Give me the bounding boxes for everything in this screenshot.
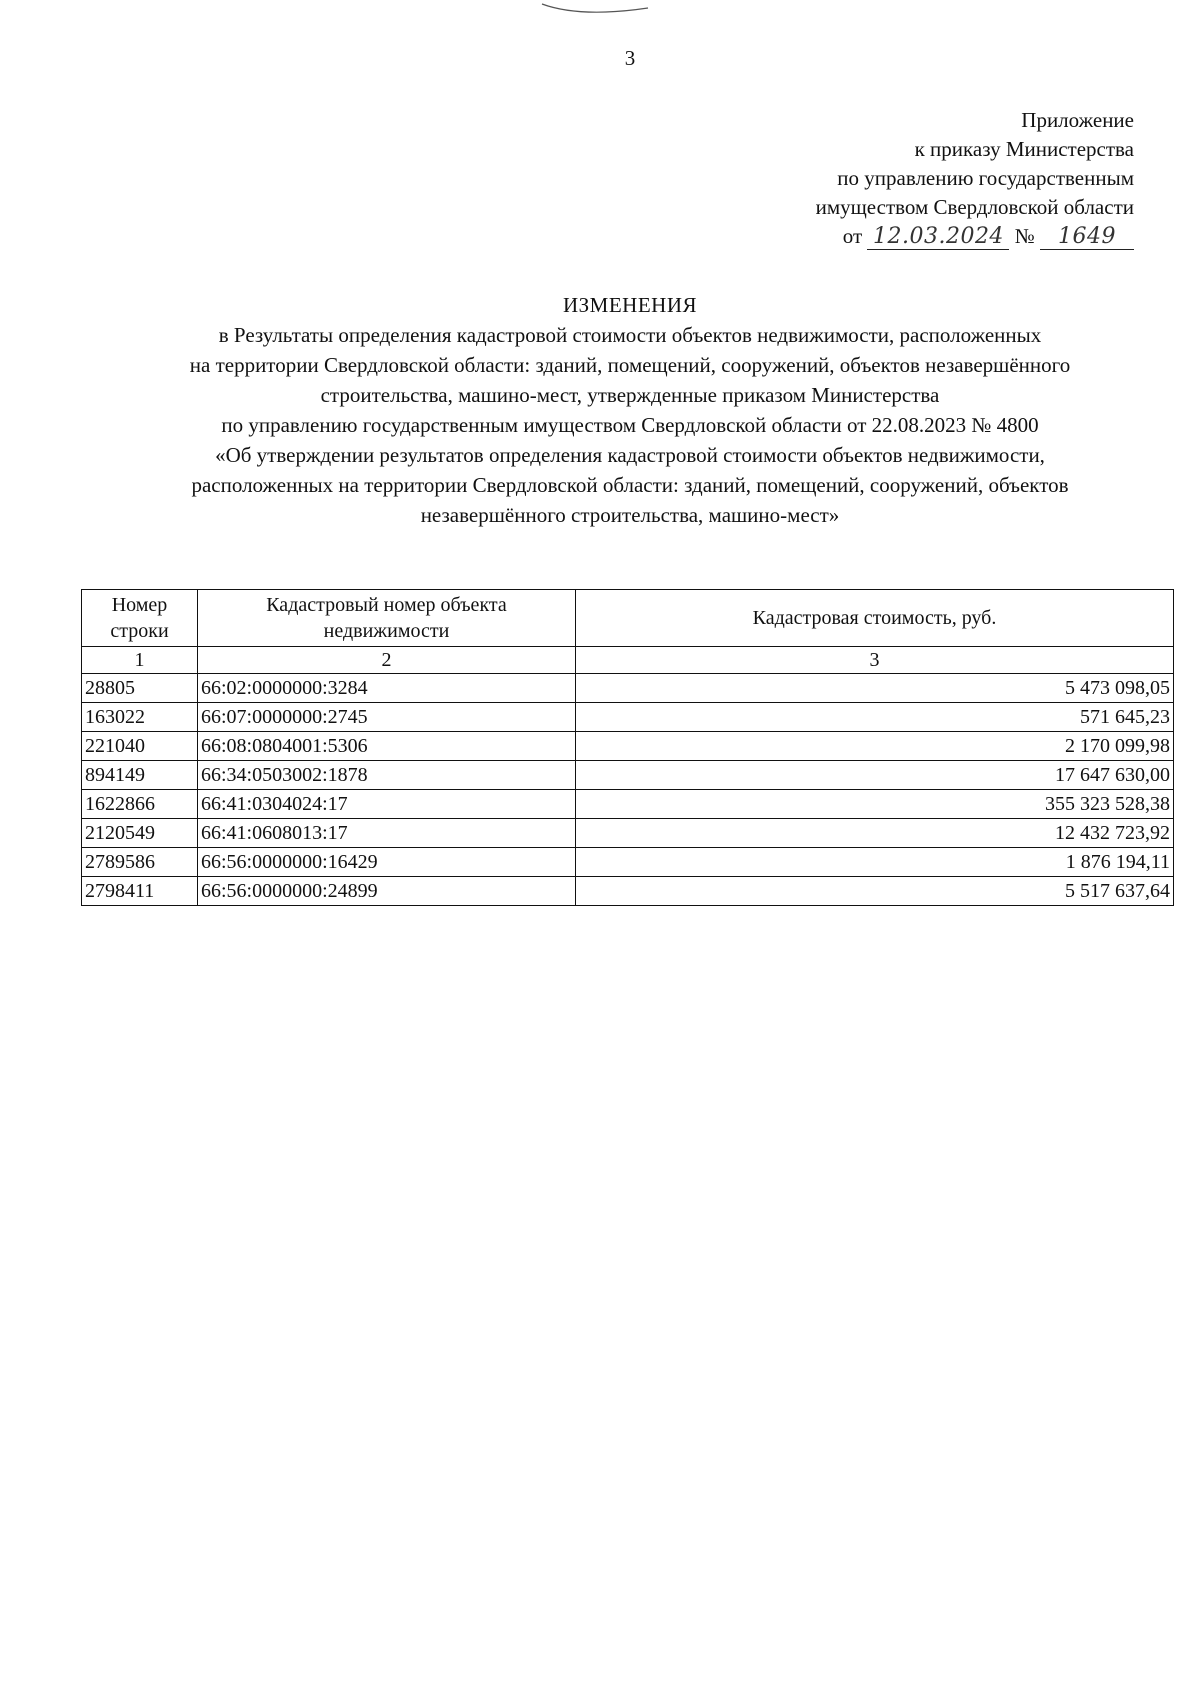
cell-cadastral-value: 12 432 723,92 (576, 819, 1174, 848)
heading-line: в Результаты определения кадастровой стоимости объектов недвижимости, расположенных (218, 323, 1042, 347)
table-column-numbers-row (82, 647, 1174, 674)
cell-line-number: 221040 (82, 732, 198, 761)
cell-line-number: 2789586 (82, 848, 198, 877)
cell-cadastral-value: 17 647 630,00 (576, 761, 1174, 790)
table-header-row (82, 590, 1174, 647)
appendix-block (614, 106, 1134, 251)
document-heading (100, 290, 1160, 530)
cell-cadastral-number: 66:34:0503002:1878 (198, 761, 576, 790)
header-line-number: Номер строки (82, 590, 198, 647)
cell-cadastral-value: 1 876 194,11 (576, 848, 1174, 877)
column-number: 3 (576, 647, 1174, 674)
cell-line-number: 28805 (82, 674, 198, 703)
table-row (82, 761, 1174, 790)
heading-line: на территории Свердловской области: зданий, помещений, сооружений, объектов незавершённого (189, 353, 1071, 377)
header-cadastral-value: Кадастровая стоимость, руб. (576, 590, 1174, 647)
appendix-line: имуществом Свердловской области (815, 195, 1134, 219)
heading-line: расположенных на территории Свердловской области: зданий, помещений, сооружений, объектов (191, 473, 1069, 497)
cell-cadastral-number: 66:08:0804001:5306 (198, 732, 576, 761)
scan-artifact-mark (540, 0, 650, 18)
appendix-line: по управлению государственным (837, 166, 1134, 190)
cell-line-number: 2120549 (82, 819, 198, 848)
cell-line-number: 163022 (82, 703, 198, 732)
cell-cadastral-value: 571 645,23 (576, 703, 1174, 732)
heading-line: незавершённого строительства, машино-мест» (420, 503, 840, 527)
table-row (82, 877, 1174, 906)
cell-cadastral-number: 66:41:0304024:17 (198, 790, 576, 819)
cadastral-value-table (81, 589, 1174, 906)
cell-line-number: 1622866 (82, 790, 198, 819)
appendix-line: к приказу Министерства (914, 137, 1134, 161)
table-row (82, 674, 1174, 703)
heading-line: строительства, машино-мест, утвержденные приказом Министерства (320, 383, 940, 407)
document-title: ИЗМЕНЕНИЯ (562, 293, 698, 317)
cell-cadastral-number: 66:41:0608013:17 (198, 819, 576, 848)
handwritten-number: 1649 (1040, 225, 1134, 250)
header-cadastral-number: Кадастровый номер объекта недвижимости (198, 590, 576, 647)
cell-line-number: 894149 (82, 761, 198, 790)
cell-cadastral-value: 355 323 528,38 (576, 790, 1174, 819)
heading-line: «Об утверждении результатов определения кадастровой стоимости объектов недвижимости, (215, 443, 1045, 467)
cell-cadastral-value: 5 517 637,64 (576, 877, 1174, 906)
heading-line: по управлению государственным имуществом Свердловской области от 22.08.2023 № 4800 (221, 413, 1039, 437)
cell-cadastral-number: 66:02:0000000:3284 (198, 674, 576, 703)
table-row (82, 848, 1174, 877)
table-row (82, 819, 1174, 848)
cell-cadastral-value: 2 170 099,98 (576, 732, 1174, 761)
date-prefix: от (842, 224, 863, 248)
handwritten-date: 12.03.2024 (867, 225, 1009, 250)
appendix-date-line (614, 222, 1134, 251)
appendix-line: Приложение (1021, 108, 1134, 132)
cell-cadastral-number: 66:07:0000000:2745 (198, 703, 576, 732)
cell-cadastral-number: 66:56:0000000:24899 (198, 877, 576, 906)
table-row (82, 732, 1174, 761)
cell-cadastral-value: 5 473 098,05 (576, 674, 1174, 703)
column-number: 1 (82, 647, 198, 674)
page-number: 3 (624, 46, 636, 70)
cell-line-number: 2798411 (82, 877, 198, 906)
table-row (82, 703, 1174, 732)
table-row (82, 790, 1174, 819)
number-prefix: № (1014, 224, 1035, 248)
column-number: 2 (198, 647, 576, 674)
cell-cadastral-number: 66:56:0000000:16429 (198, 848, 576, 877)
